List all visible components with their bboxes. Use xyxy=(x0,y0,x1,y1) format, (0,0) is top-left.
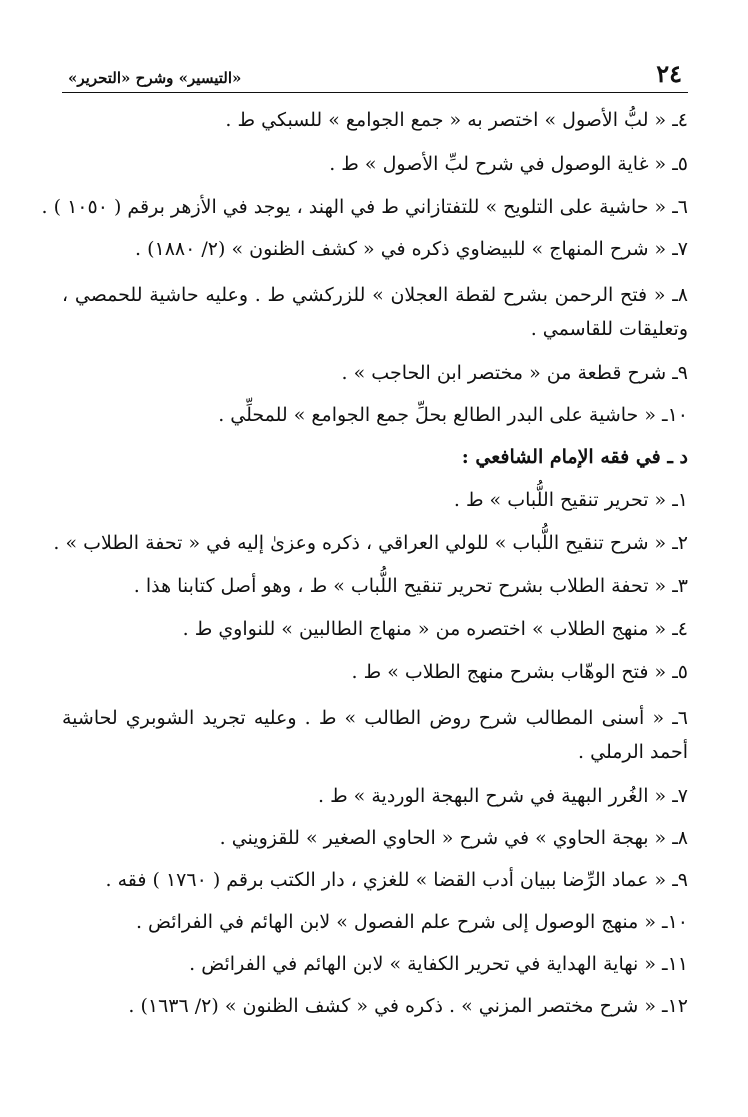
list-item: ١٠ـ « حاشية على البدر الطالع بحلِّ جمع الجوامع » للمحلِّي . xyxy=(218,404,688,426)
page-body xyxy=(41,107,688,1019)
list-item: ٧ـ « شرح المنهاج » للبيضاوي ذكره في « كشف الظنون » (٢/ ١٨٨٠) . xyxy=(135,238,688,260)
list-item: ٩ـ « عماد الرِّضا ببيان أدب القضا » للغزي ، دار الكتب برقم ( ١٧٦٠ ) فقه . xyxy=(105,869,688,891)
list-item: ١ـ « تحرير تنقيح اللُّباب » ط . xyxy=(453,489,688,511)
list-item: ٢ـ « شرح تنقيح اللُّباب » للولي العراقي ، ذكره وعزىٰ إليه في « تحفة الطلاب » . xyxy=(53,532,688,554)
list-item: ١١ـ « نهاية الهداية في تحرير الكفاية » لابن الهائم في الفرائض . xyxy=(189,953,688,975)
book-page xyxy=(41,52,688,1117)
list-item: ٦ـ « حاشية على التلويح » للتفتازاني ط في الهند ، يوجد في الأزهر برقم ( ١٠٥٠ ) . xyxy=(41,196,688,218)
list-item: ٨ـ « بهجة الحاوي » في شرح « الحاوي الصغير » للقزويني . xyxy=(219,827,688,849)
running-title: «التيسير» وشرح «التحرير» xyxy=(68,69,242,87)
list-item: ٦ـ « أسنى المطالب شرح روض الطالب » ط . وعليه تجريد الشوبري لحاشية أحمد الرملي . xyxy=(62,707,688,763)
page-number: ٢٤ xyxy=(656,59,682,88)
list-item: ٥ـ « فتح الوهّاب بشرح منهج الطلاب » ط . xyxy=(351,661,688,683)
list-item: ٧ـ « الغُرر البهية في شرح البهجة الوردية » ط . xyxy=(317,785,688,807)
section-heading: د ـ في فقه الإمام الشافعي : xyxy=(461,446,688,468)
list-item: ٩ـ شرح قطعة من « مختصر ابن الحاجب » . xyxy=(341,362,688,384)
list-item: ٣ـ « تحفة الطلاب بشرح تحرير تنقيح اللُّباب » ط ، وهو أصل كتابنا هذا . xyxy=(133,575,688,597)
list-item: ٤ـ « لبُّ الأصول » اختصر به « جمع الجوامع » للسبكي ط . xyxy=(225,109,688,131)
list-item: ٤ـ « منهج الطلاب » اختصره من « منهاج الطالبين » للنواوي ط . xyxy=(182,618,688,640)
list-item: ١٢ـ « شرح مختصر المزني » . ذكره في « كشف الظنون » (٢/ ١٦٣٦) . xyxy=(128,995,688,1017)
list-item: ٥ـ « غاية الوصول في شرح لبِّ الأصول » ط . xyxy=(329,153,688,175)
page-header xyxy=(62,52,688,93)
list-item: ١٠ـ « منهج الوصول إلى شرح علم الفصول » لابن الهائم في الفرائض . xyxy=(135,911,688,933)
list-item: ٨ـ « فتح الرحمن بشرح لقطة العجلان » للزركشي ط . وعليه حاشية للحمصي ، وتعليقات للقاسمي . xyxy=(62,284,688,340)
